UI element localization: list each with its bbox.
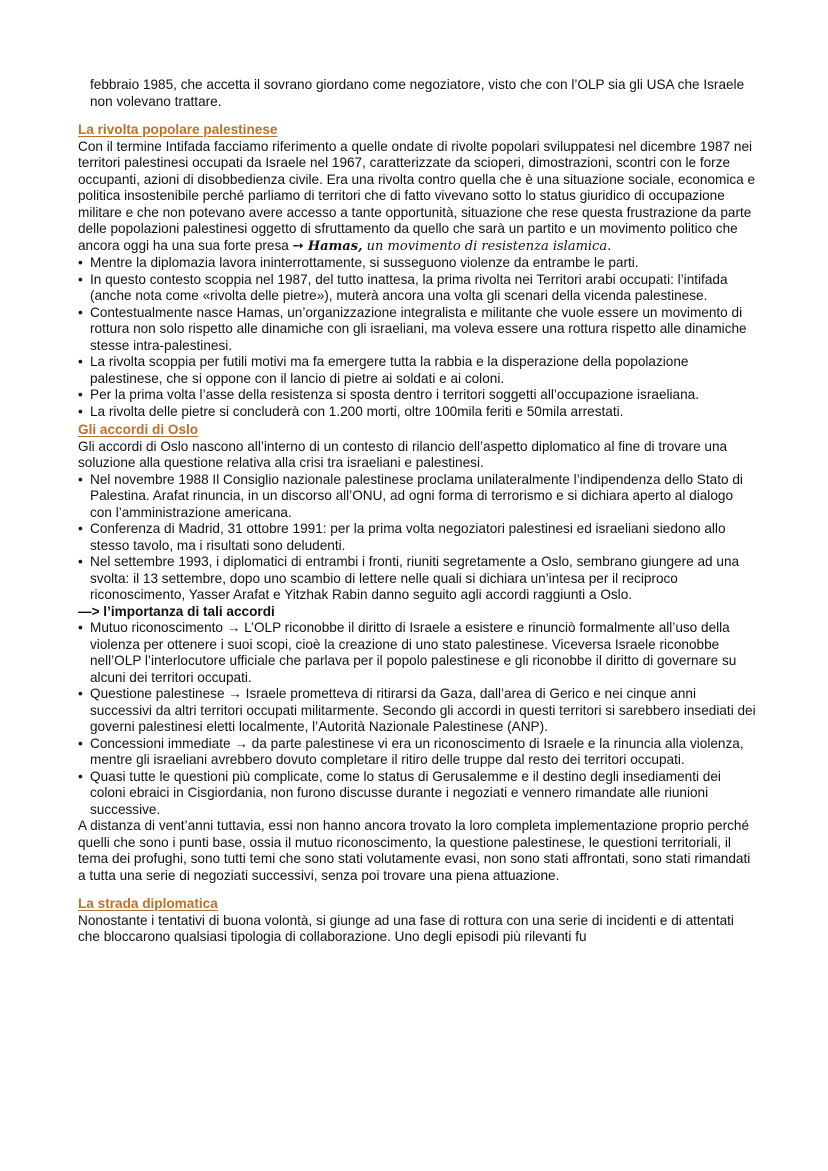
list-item: • Nel novembre 1988 Il Consiglio nazionale palestinese proclama unilateralmente l’indipendenza dello Stato di Palestina. Arafat rinuncia, in un discorso all’ONU, ad ogni forma di terrorismo e si dichiara aperto al dialogo con l’amministrazione americana. — [78, 472, 756, 522]
rivolta-bullet-list — [78, 255, 756, 420]
oslo-paragraph: Gli accordi di Oslo nascono all’interno di un contesto di rilancio dell’aspetto diplomatico al fine di trovare una soluzione alla questione relativa alla crisi tra israeliani e palestinesi. — [78, 438, 728, 470]
list-item: • Per la prima volta l’asse della resistenza si sposta dentro i territori soggetti all’occupazione israeliana. — [78, 387, 756, 404]
document-page — [78, 77, 756, 946]
section-heading-diplomatica: La strada diplomatica — [78, 896, 218, 911]
list-item: • Nel settembre 1993, i diplomatici di entrambi i fronti, riuniti segretamente a Oslo, sembrano giungere ad una svolta: il 13 settembre, dopo uno scambio di lettere nelle quali si dichiara un’intesa per il reciproco riconoscimento, Yasser Arafat e Yitzhak Rabin danno seguito agli accordi raggiunti a Oslo. — [78, 554, 756, 604]
list-item: • Conferenza di Madrid, 31 ottobre 1991: per la prima volta negoziatori palestinesi ed israeliani siedono allo stesso tavolo, ma i risultati sono deludenti. — [78, 521, 756, 554]
oslo-subheading: —> l’importanza di tali accordi — [78, 603, 275, 619]
list-item: • Questione palestinese → Israele prometteva di ritirarsi da Gaza, dall’area di Gerico e nei cinque anni successivi da altri territori occupati militarmente. Secondo gli accordi in questi territori si sarebbero insediati dei governi palestinesi eletti localmente, l’Autorità Nazionale Palestinese (ANP). — [78, 686, 756, 736]
list-item: • Mentre la diplomazia lavora ininterrottamente, si susseguono violenze da entrambe le parti. — [78, 255, 756, 272]
oslo-closing-paragraph: A distanza di vent’anni tuttavia, essi non hanno ancora trovato la loro completa implementazione proprio perché quelli che sono i punti base, ossia il mutuo riconoscimento, la questione palestinese, le questioni territoriali, il tema dei profughi, sono tutti temi che sono stati volutamente evasi, non sono stati affrontati, sono stati rimandati a tutta una serie di negoziati successivi, senza poi trovare una piena attuazione. — [78, 818, 751, 883]
list-item: • In questo contesto scoppia nel 1987, del tutto inattesa, la prima rivolta nei Territori arabi occupati: l’intifada (anche nota come «rivolta delle pietre»), muterà ancora una volta gli scenari della vicenda palestinese. — [78, 272, 756, 305]
intro-paragraph: febbraio 1985, che accetta il sovrano giordano come negoziatore, visto che con l’OLP sia gli USA che Israele non volevano trattare. — [90, 77, 745, 109]
section-heading-rivolta: La rivolta popolare palestinese — [78, 122, 278, 137]
diplomatica-paragraph: Nonostante i tentativi di buona volontà, si giunge ad una fase di rottura con una serie di incidenti e di attentati che bloccarono qualsiasi tipologia di collaborazione. Uno degli episodi più rilevanti fu — [78, 912, 734, 944]
list-item: • Quasi tutte le questioni più complicate, come lo status di Gerusalemme e il destino degli insediamenti dei coloni ebraici in Cisgiordania, non furono discusse durante i negoziati e vennero rimandate alle riunioni successive. — [78, 769, 756, 819]
oslo-importance-list — [78, 620, 756, 818]
list-item: • Mutuo riconoscimento → L’OLP riconobbe il diritto di Israele a esistere e rinunciò formalmente all’uso della violenza per ottenere i suoi scopi, cioè la creazione di uno stato palestinese. Viceversa Israele riconobbe nell’OLP l’interlocutore ufficiale che parlava per il popolo palestinese e gli riconobbe il diritto di governare su alcuni dei territori occupati. — [78, 620, 756, 686]
rivolta-paragraph-text: Con il termine Intifada facciamo riferimento a quelle ondate di rivolte popolari sviluppatesi nel dicembre 1987 nei territori palestinesi occupati da Israele nel 1967, caratterizzate da scioperi, dimostrazioni, scontri con le forze occupanti, azioni di disobbedienza civile. Era una rivolta contro quella che è una situazione sociale, economica e politica insostenibile perché parliamo di territori che di fatto vivevano sotto lo status giuridico di occupazione militare e che non potevano avere accesso a tante opportunità, situazione che rese questa frustrazione da parte delle popolazioni palestinesi oggetto di sfruttamento da quello che sarà un partito e un movimento politico che ancora oggi ha una sua forte presa — [78, 138, 756, 253]
oslo-bullet-list — [78, 472, 756, 604]
list-item: • Contestualmente nasce Hamas, un’organizzazione integralista e militante che vuole essere un movimento di rottura non solo rispetto alle dinamiche con gli israeliani, ma voleva essere una rottura rispetto alle dinamiche stesse intra-palestinesi. — [78, 305, 756, 355]
hamas-term: Hamas, — [307, 238, 363, 254]
list-item: • Concessioni immediate → da parte palestinese vi era un riconoscimento di Israele e la rinuncia alla violenza, mentre gli israeliani avrebbero dovuto completare il ritiro delle truppe dal resto dei territori occupati. — [78, 736, 756, 769]
rivolta-paragraph — [78, 139, 756, 256]
hamas-description: un movimento di resistenza islamica. — [362, 238, 612, 254]
list-item: • La rivolta delle pietre si concluderà con 1.200 morti, oltre 100mila feriti e 50mila arrestati. — [78, 404, 756, 421]
arrow-icon: ➙ — [288, 237, 308, 253]
list-item: • La rivolta scoppia per futili motivi ma fa emergere tutta la rabbia e la disperazione della popolazione palestinese, che si oppone con il lancio di pietre ai soldati e ai coloni. — [78, 354, 756, 387]
section-heading-oslo: Gli accordi di Oslo — [78, 422, 199, 437]
